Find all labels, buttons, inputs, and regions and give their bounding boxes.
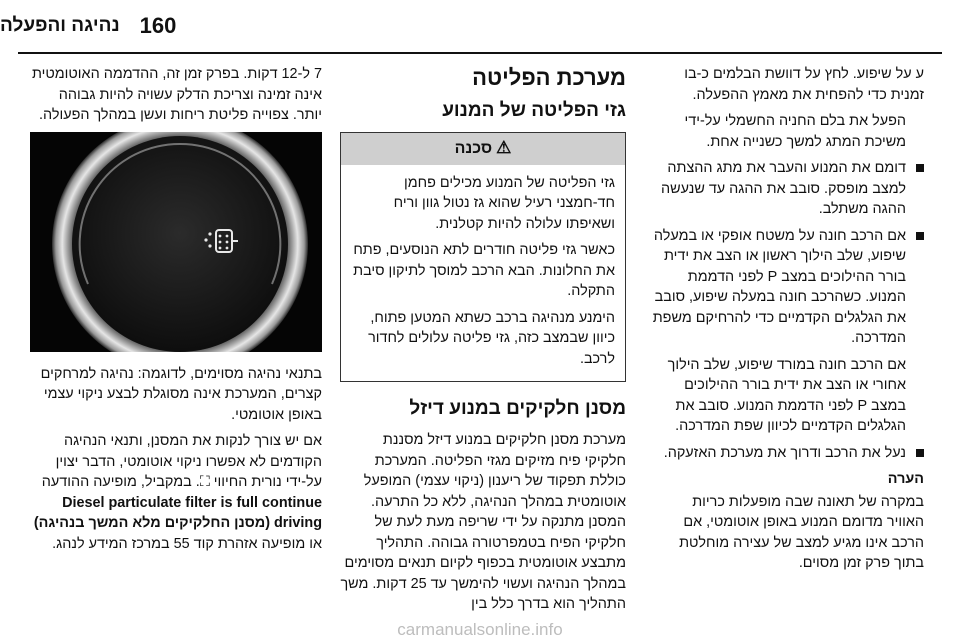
bullet-item (652, 158, 924, 220)
warning-paragraph: כאשר גזי פליטה חודרים לתא הנוסעים, פתח את החלונות. הבא הרכב למוסך לתיקון סיבת התקלה. (353, 242, 615, 299)
bullet-item (652, 226, 924, 349)
message-hebrew: (מסנן החלקיקים מלא המשך בנהיגה) (33, 515, 271, 531)
left-column (30, 64, 322, 560)
middle-column (340, 64, 626, 621)
right-column (652, 64, 924, 580)
watermark: carmanualsonline.info (397, 620, 563, 639)
warning-body (341, 165, 625, 382)
warning-box (340, 132, 626, 382)
subsection-title: גזי הפליטה של המנוע (442, 100, 626, 121)
instrument-cluster-image (30, 132, 322, 352)
paragraph-text: אם יש צורך לנקות את המסנן, ותנאי הנהיגה הקודמים לא אפשרו ניקוי אוטומטי, הדבר יצוין על-ידי נורית החיווי (55, 433, 322, 490)
paragraph: 7 ל-12 דקות. בפרק זמן זה, ההדממה האוטומטית אינה זמינה וצריכת הדלק עשויה להיות גבוהה יותר. צפוייה פליטת ריחות ועשן במהלך הפעולה. (32, 66, 322, 123)
subsection-title: מסנן חלקיקים במנוע דיזל (409, 398, 626, 419)
warning-triangle-icon: ⚠ (496, 138, 512, 157)
paragraph: בתנאי נהיגה מסוימים, לדוגמה: נהיגה למרחקים קצרים, המערכת אינה מסוגלת לבצע ניקוי עצמי באופן אוטומטי. (40, 365, 322, 423)
note-body: במקרה של תאונה שבה מופעלות כריות האוויר מדומם המנוע באופן אוטומטי, אם הרכב אינו מגיע למצב של עצירה מוחלטת בתוך פרק זמן מסוים. (679, 493, 924, 571)
message-diesel: Diesel (62, 494, 105, 511)
paragraph: ע על שיפוע. לחץ על דוושת הבלמים כ-בו זמנית כדי להפחית את מאמץ ההפעלה. (684, 66, 924, 103)
bullet-square-icon (916, 449, 924, 457)
bullet-text: דומם את המנוע והעבר את מתג ההצתה למצב מופסק. סובב את ההגה עד שנעשה ההגה משתלב. (661, 160, 906, 217)
paragraph: אם יש צורך לנקות את המסנן, ותנאי הנהיגה הקודמים לא אפשרו ניקוי אוטומטי, הדבר יצוין על-ידי נורית החיווי ⛶. במקביל, מופיעה ההודעה Diesel particulate filter is full continue driving (מסנן החלקיקים מלא המשך בנהיגה) או מופיעה אזהרת קוד 55 במרכז המידע לנהג. (33, 433, 322, 552)
gauge-illustration (30, 132, 322, 352)
paragraph: אם הרכב חונה במורד שיפוע, שלב הילוך אחורי או הצב את ידית בורר ההילוכים במצב P לפני הדממת המנוע. סובב את הגלגלים הקדמיים לכיוון שפת המדרכה. (667, 356, 906, 434)
section-title: מערכת הפליטה (472, 65, 626, 90)
gauge-face (72, 136, 288, 352)
message-filter: particulate filter is full continue driving (108, 494, 322, 531)
warning-paragraph: גזי הפליטה של המנוע מכילים פחמן חד-חמצני רעיל שהוא גז נטול גוון וריח ושאיפתו עלולה להיות קטלנית. (393, 174, 615, 232)
page-header (0, 0, 960, 52)
paragraph-text: במקביל, מופיעה ההודעה (41, 474, 192, 490)
running-title: נהיגה והפעלה (0, 15, 120, 36)
paragraph: מערכת מסנן חלקיקים במנוע דיזל מסננת חלקיקי פיח מזיקים מגזי הפליטה. המערכת כוללת תפקוד של ריענון (ניקוי עצמי) המופעל אוטומטית במהלך הנהיגה, ללא כל התרעה. המסנן מתנקה על ידי שריפה מעת לעת של חלקיקי הפיח בטמפרטורה גבוהה. התהליך מתבצע אוטומטית בכפוף לקיום תנאים מסוימים במהלך הנהיגה ועשוי להימשך עד 25 דקות. משך התהליך הוא בדרך כלל בין (340, 432, 626, 612)
bullet-square-icon (916, 164, 924, 172)
warning-header (341, 133, 625, 165)
paragraph: הפעל את בלם החניה החשמלי על-ידי משיכת המתג למשך כשנייה אחת. (684, 113, 906, 150)
diesel-filter-indicator-icon: ⛶ (199, 474, 210, 490)
warning-paragraph: הימנע מנהיגה ברכב כשתא המטען פתוח, כיוון שבמצב כזה, גזי פליטה עלולים לחדור לרכב. (368, 309, 615, 367)
page-number: 160 (139, 13, 177, 38)
or-word: או (309, 535, 322, 552)
bullet-text: אם הרכב חונה על משטח אופקי או במעלה שיפוע, שלב הילוך ראשון או הצב את ידית בורר ההילוכים במצב P לפני הדממת המנוע. כשהרכב חונה במעלה שיפוע, סובב את הגלגלים הקדמיים כדי להרחיקם משפת המדרכה. (652, 227, 906, 346)
paragraph-text: מופיעה אזהרת קוד 55 במרכז המידע לנהג. (52, 535, 306, 552)
warning-title: סכנה (454, 140, 493, 157)
note-title: הערה (887, 471, 924, 487)
header-rule (18, 52, 942, 54)
bullet-square-icon (916, 232, 924, 240)
bullet-item (652, 443, 924, 464)
bullet-text: נעל את הרכב ודרוך את מערכת האזעקה. (663, 444, 906, 461)
